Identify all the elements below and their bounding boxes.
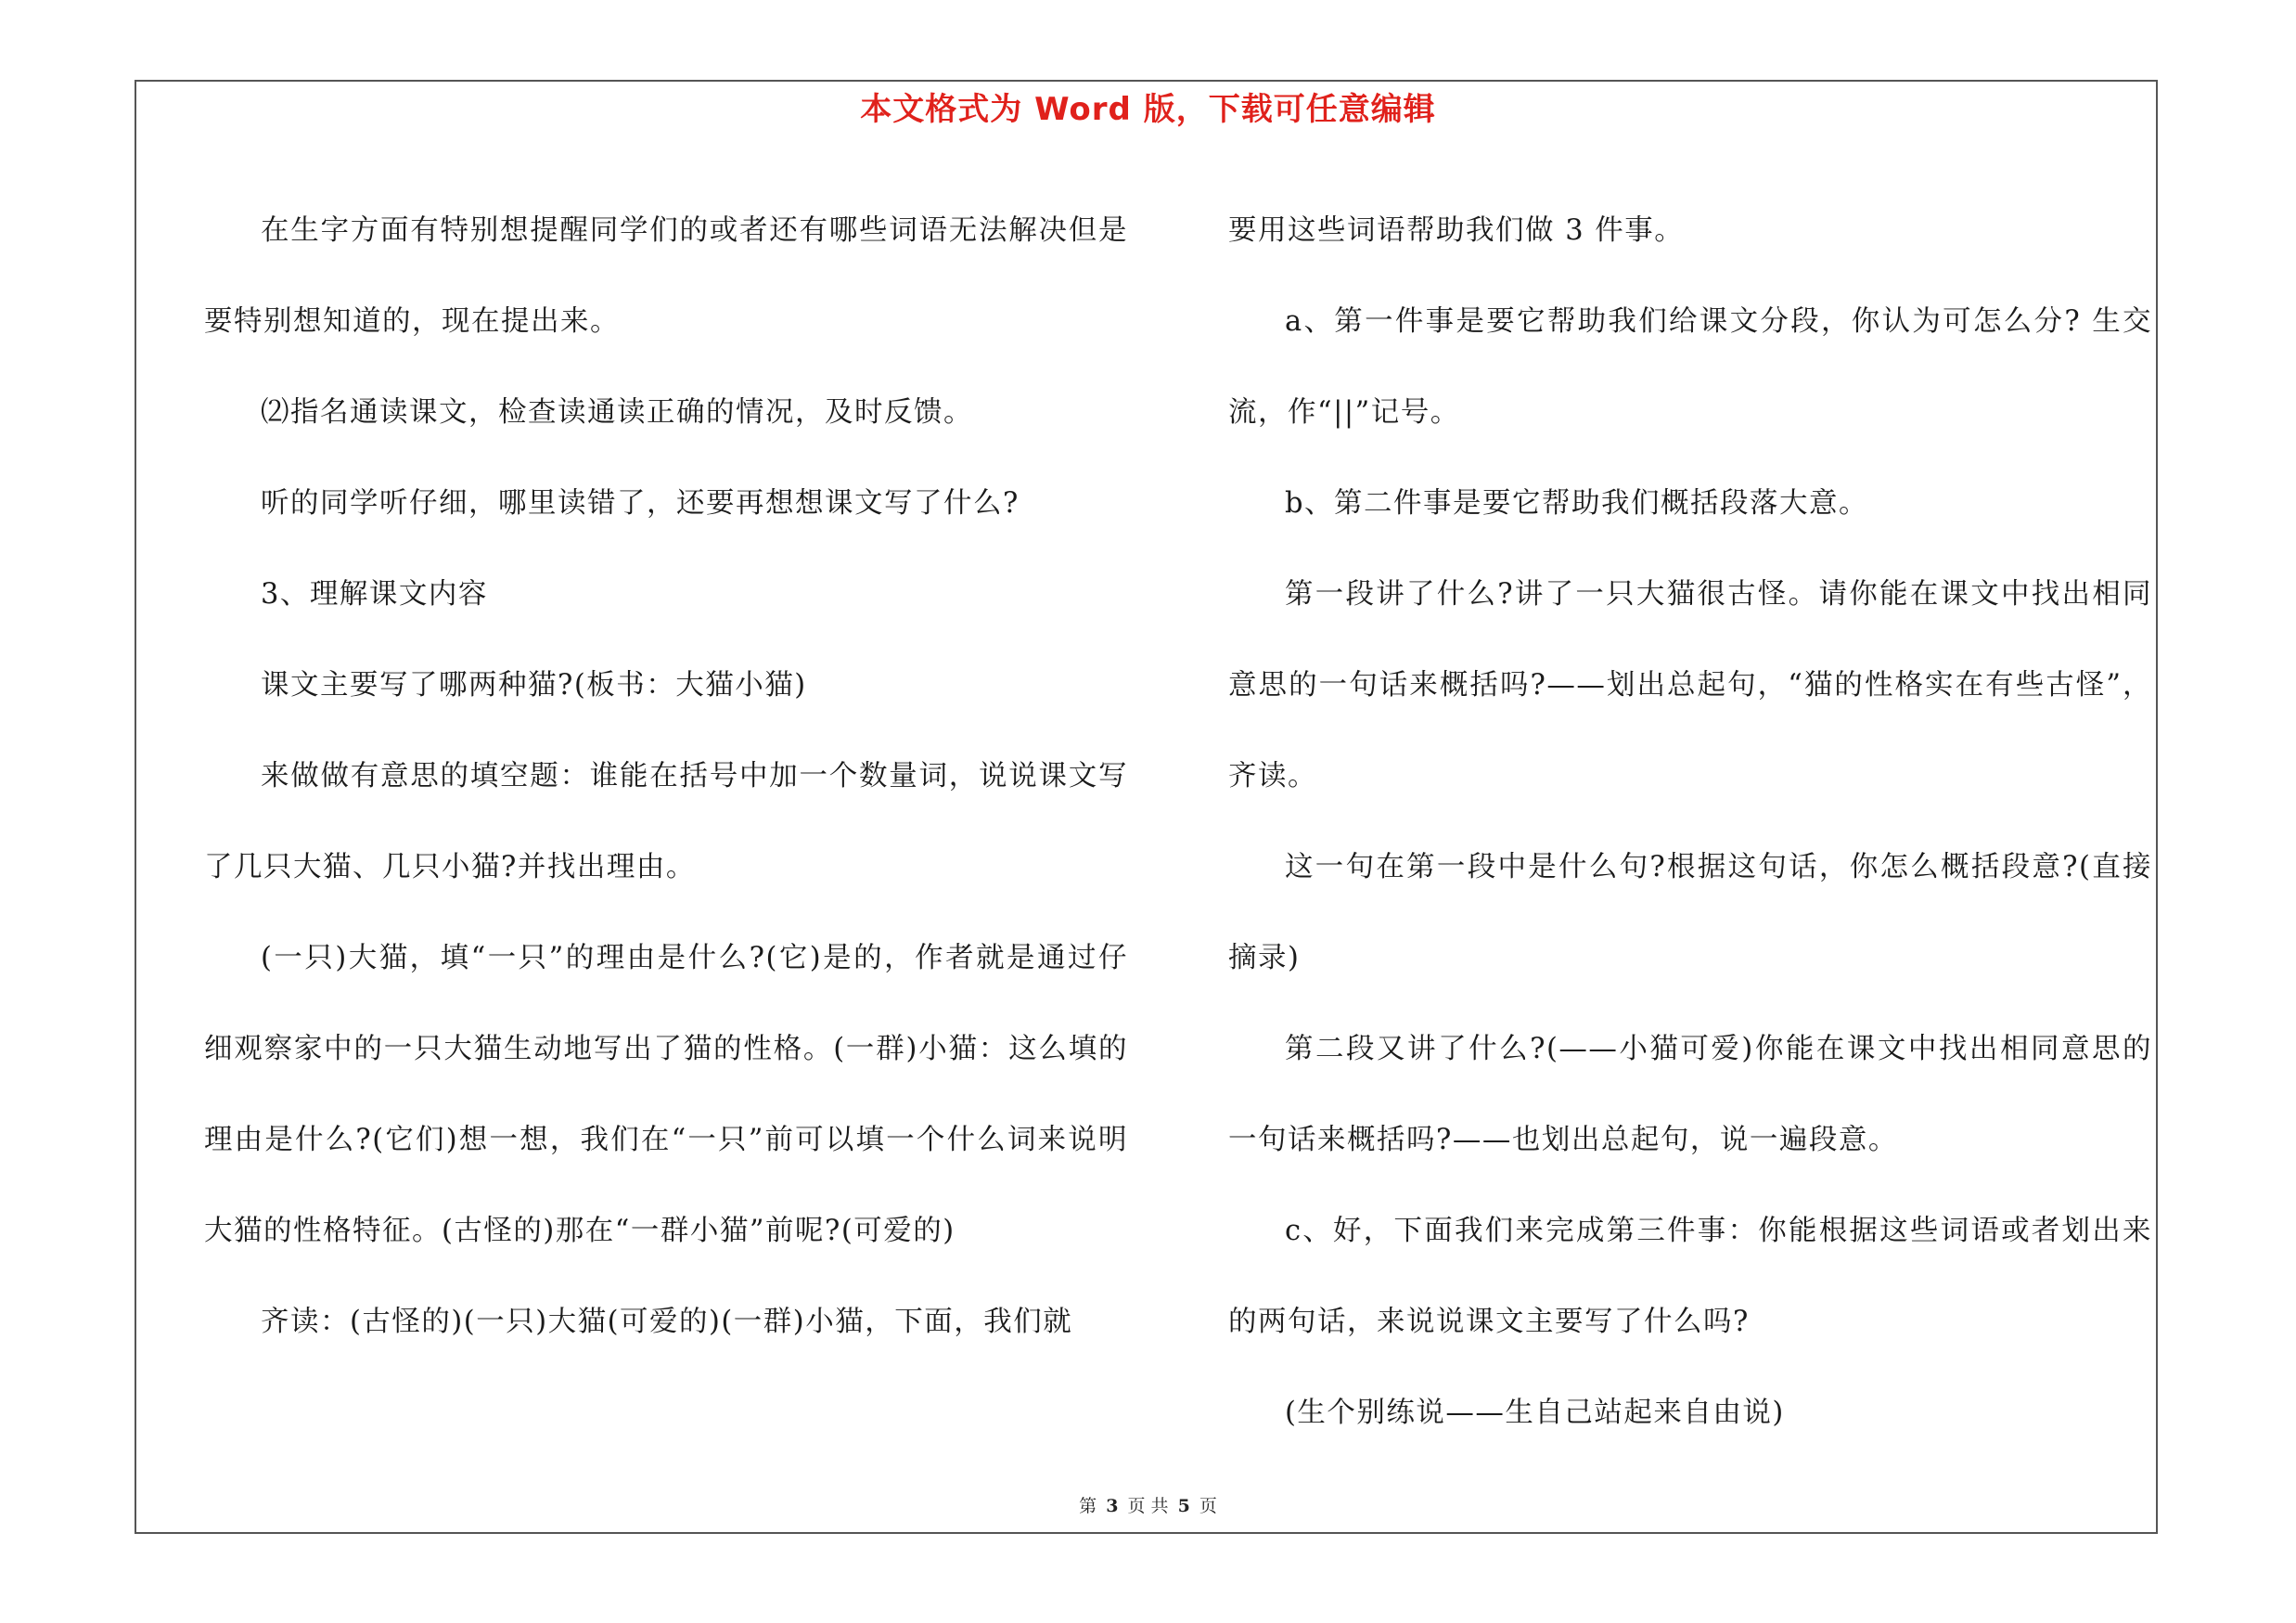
paragraph: 听的同学听仔细，哪里读错了，还要再想想课文写了什么? xyxy=(261,487,1020,520)
paragraph: (生个别练说——生自己站起来自由说) xyxy=(1285,1397,1785,1429)
right-column xyxy=(1228,186,2152,1459)
header-banner: 本文格式为 Word 版，下载可任意编辑 xyxy=(860,91,1436,128)
paragraph: 第二段又讲了什么?(——小猫可爱)你能在课文中找出相同意思的一句话来概括吗?——也划出总起句，说一遍段意。 xyxy=(1228,1033,2152,1156)
footer-mid: 页 共 xyxy=(1127,1496,1169,1516)
paragraph: 齐读：(古怪的)(一只)大猫(可爱的)(一群)小猫，下面，我们就 xyxy=(261,1306,1073,1338)
page-footer xyxy=(0,1494,2296,1518)
paragraph: 这一句在第一段中是什么句?根据这句话，你怎么概括段意?(直接摘录) xyxy=(1228,851,2152,974)
total-pages-number: 5 xyxy=(1177,1496,1190,1516)
footer-suffix: 页 xyxy=(1199,1496,1217,1516)
paragraph-continuation: 要用这些词语帮助我们做 3 件事。 xyxy=(1228,214,1685,247)
paragraph: ⑵指名通读课文，检查读通读正确的情况，及时反馈。 xyxy=(261,396,973,429)
paragraph: a、第一件事是要它帮助我们给课文分段，你认为可怎么分? 生交流，作“||”记号。 xyxy=(1228,305,2152,429)
paragraph: c、好，下面我们来完成第三件事：你能根据这些词语或者划出来的两句话，来说说课文主要写了什么吗? xyxy=(1228,1215,2152,1338)
paragraph: 第一段讲了什么?讲了一只大猫很古怪。请你能在课文中找出相同意思的一句话来概括吗?——划出总起句，“猫的性格实在有些古怪”，齐读。 xyxy=(1228,578,2152,792)
paragraph: 在生字方面有特别想提醒同学们的或者还有哪些词语无法解决但是要特别想知道的，现在提出来。 xyxy=(204,214,1128,338)
paragraph: (一只)大猫，填“一只”的理由是什么?(它)是的，作者就是通过仔细观察家中的一只大猫生动地写出了猫的性格。(一群)小猫：这么填的理由是什么?(它们)想一想，我们在“一只”前可以填一个什么词来说明大猫的性格特征。(古怪的)那在“一群小猫”前呢?(可爱的) xyxy=(204,942,1128,1247)
paragraph: 课文主要写了哪两种猫?(板书：大猫小猫) xyxy=(261,669,807,702)
footer-prefix: 第 xyxy=(1079,1496,1097,1516)
current-page-number: 3 xyxy=(1106,1496,1119,1516)
paragraph: b、第二件事是要它帮助我们概括段落大意。 xyxy=(1285,487,1869,520)
paragraph: 来做做有意思的填空题：谁能在括号中加一个数量词，说说课文写了几只大猫、几只小猫?并找出理由。 xyxy=(204,760,1128,883)
paragraph: 3、理解课文内容 xyxy=(261,578,488,611)
left-column xyxy=(204,186,1128,1368)
